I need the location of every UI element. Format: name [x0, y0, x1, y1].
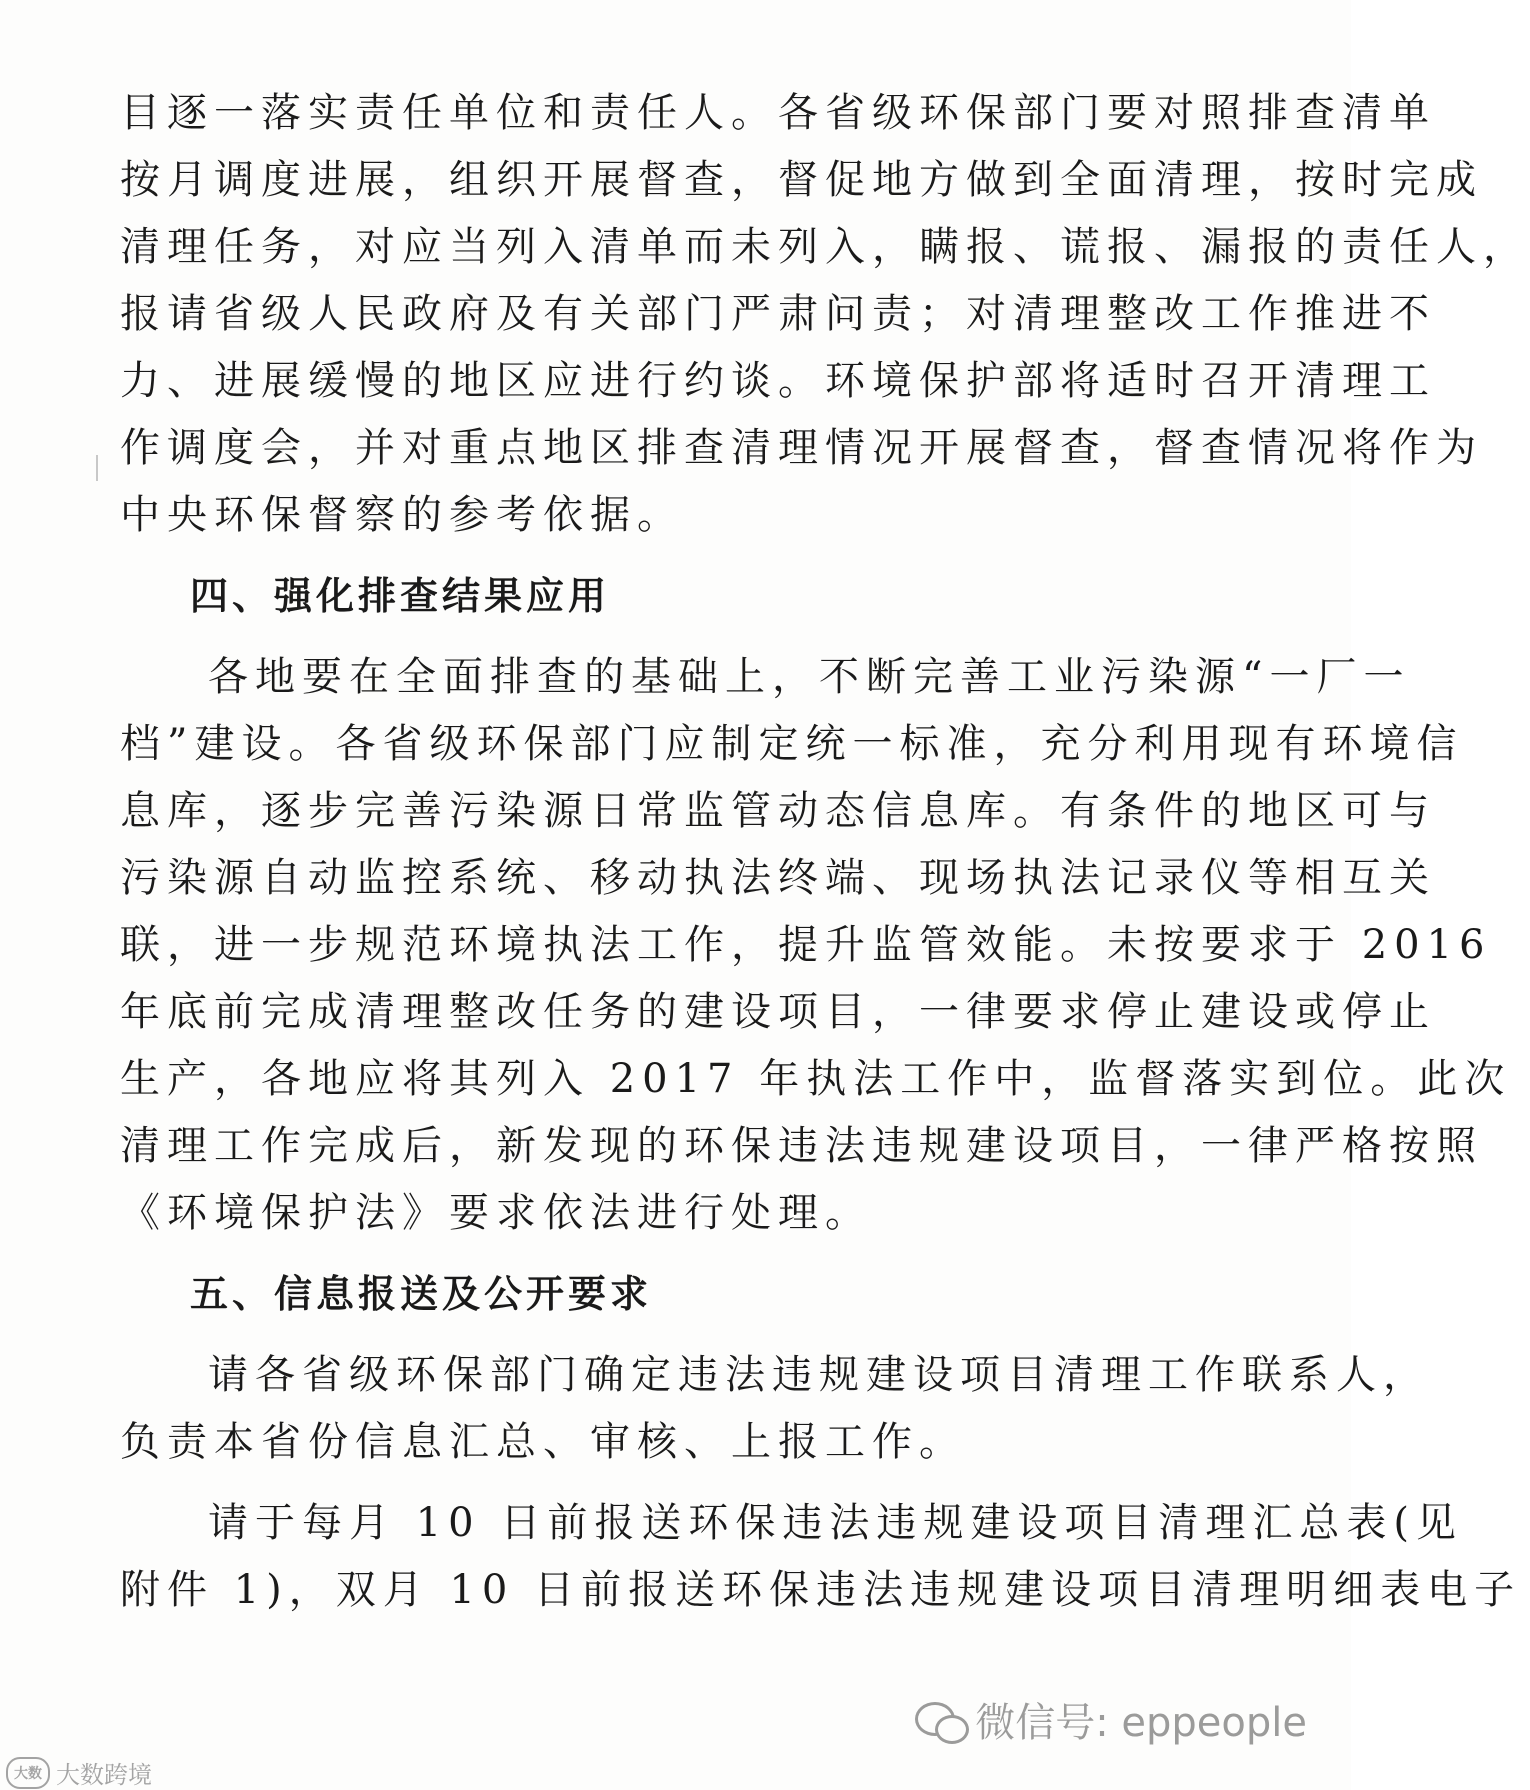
- section4-line: 各地要在全面排查的基础上，不断完善工业污染源“一厂一: [208, 654, 1411, 700]
- body-line: 报请省级人民政府及有关部门严肃问责；对清理整改工作推进不: [120, 291, 1436, 337]
- wechat-id: 微信号: eppeople: [975, 1700, 1307, 1746]
- section4-line: 清理工作完成后，新发现的环保违法违规建设项目，一律严格按照: [120, 1123, 1483, 1169]
- document-body: [120, 80, 1530, 1624]
- section-heading-4: 四、强化排查结果应用: [190, 574, 611, 618]
- body-line: 中央环保督察的参考依据。: [120, 492, 684, 538]
- wechat-icon: [915, 1700, 967, 1740]
- section5-line: 负责本省份信息汇总、审核、上报工作。: [120, 1419, 966, 1465]
- section4-line: 生产，各地应将其列入 2017 年执法工作中，监督落实到位。此次: [120, 1056, 1512, 1102]
- section4-line: 档”建设。各省级环保部门应制定统一标准，充分利用现有环境信: [120, 721, 1464, 767]
- body-line: 力、进展缓慢的地区应进行约谈。环境保护部将适时召开清理工: [120, 358, 1436, 404]
- body-line: 作调度会，并对重点地区排查清理情况开展督查，督查情况将作为: [120, 425, 1483, 471]
- section4-line: 息库，逐步完善污染源日常监管动态信息库。有条件的地区可与: [120, 788, 1436, 834]
- section4-line: 联，进一步规范环境执法工作，提升监管效能。未按要求于 2016: [120, 922, 1492, 968]
- source-watermark: [6, 1755, 152, 1790]
- section4-line: 年底前完成清理整改任务的建设项目，一律要求停止建设或停止: [120, 989, 1436, 1035]
- body-line: 目逐一落实责任单位和责任人。各省级环保部门要对照排查清单: [120, 90, 1436, 136]
- source-name: 大数跨境: [56, 1761, 152, 1789]
- section5-line: 请各省级环保部门确定违法违规建设项目清理工作联系人，: [208, 1352, 1430, 1398]
- margin-mark: [96, 455, 98, 481]
- body-line: 按月调度进展，组织开展督查，督促地方做到全面清理，按时完成: [120, 157, 1483, 203]
- section4-line: 污染源自动监控系统、移动执法终端、现场执法记录仪等相互关: [120, 855, 1436, 901]
- wechat-watermark: [915, 1691, 1307, 1748]
- logo-icon: 大数: [6, 1757, 50, 1789]
- body-line: 清理任务，对应当列入清单而未列入，瞒报、谎报、漏报的责任人，: [120, 224, 1530, 270]
- section4-line: 《环境保护法》要求依法进行处理。: [120, 1190, 872, 1236]
- section5-line: 附件 1)，双月 10 日前报送环保违法违规建设项目清理明细表电子: [120, 1567, 1522, 1613]
- section5-line: 请于每月 10 日前报送环保违法违规建设项目清理汇总表(见: [208, 1500, 1463, 1546]
- section-heading-5: 五、信息报送及公开要求: [190, 1272, 653, 1316]
